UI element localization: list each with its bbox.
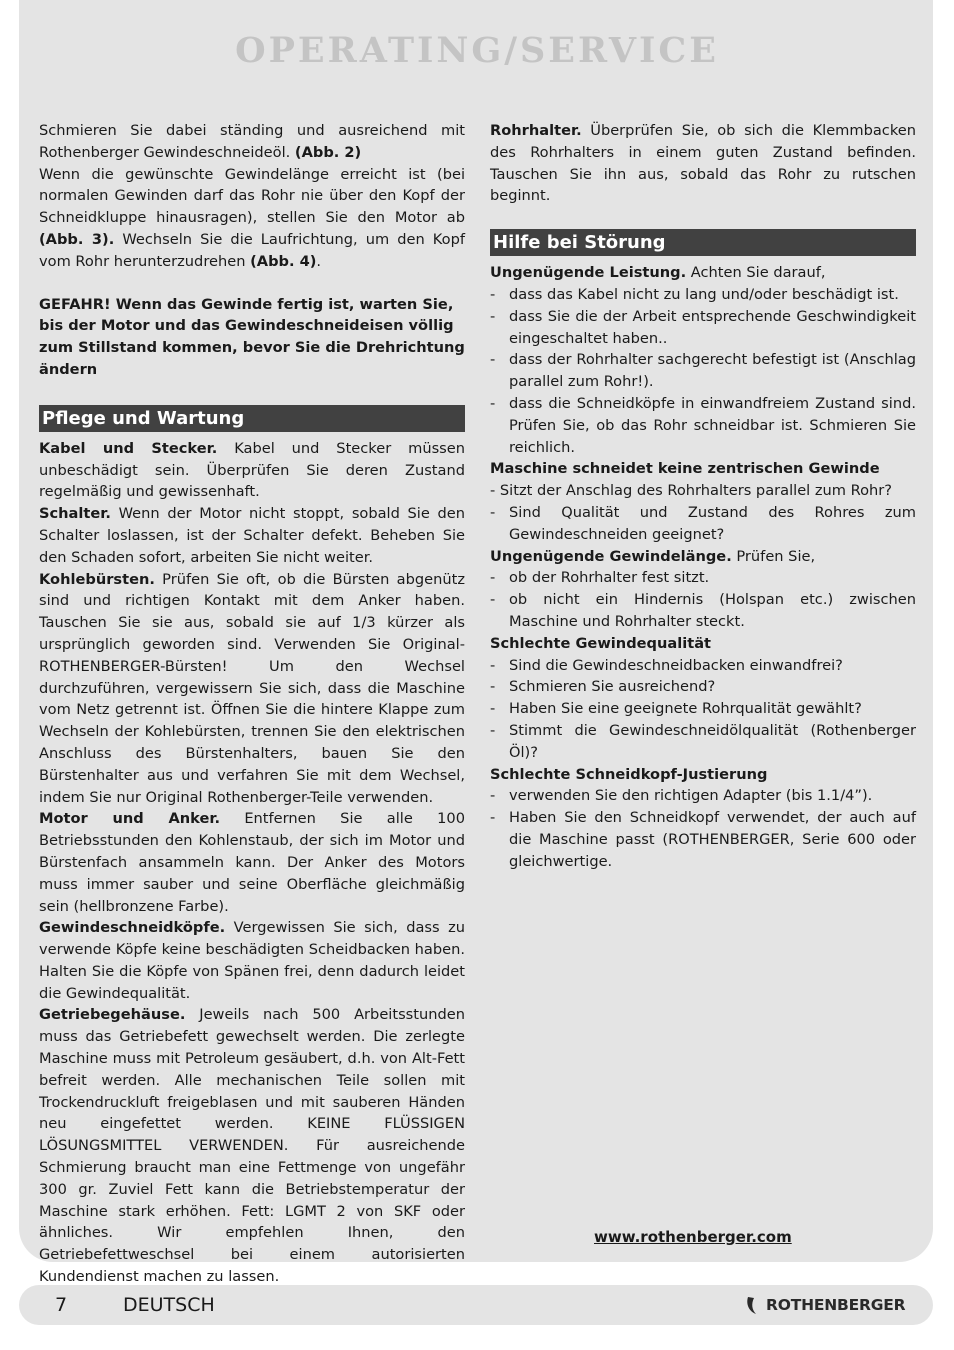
paragraph-label: Ungenügende Leistung. [490,264,687,282]
danger-warning: GEFAHR! Wenn das Gewinde fertig ist, warten Sie, bis der Motor und das Gewindeschneideisen völlig zum Stillstand kommen, bevor Sie die Drehrichtung ändern [39,295,465,378]
list-item: - Haben Sie eine geeignete Rohrqualität gewählt? [490,698,916,720]
paragraph-label: Motor und Anker. [39,810,221,828]
list-item: - dass der Rohrhalter sachgerecht befestigt ist (Anschlag parallel zum Rohr!). [490,349,916,393]
paragraph-label: Gewindeschneidköpfe. [39,919,226,937]
zentrisch-line: - Sitzt der Anschlag des Rohrhalters parallel zum Rohr? [490,482,893,500]
rothenberger-logo [745,1293,905,1317]
intro-text-4: . [316,252,322,270]
paragraph-motor [39,808,465,917]
list-item: - Schmieren Sie ausreichend? [490,676,916,698]
paragraph-rohrhalter [490,120,916,207]
paragraph-text: Prüfen Sie, [731,547,816,565]
laenge-intro [490,546,916,568]
paragraph-text: Achten Sie darauf, [686,264,826,282]
paragraph-schalter [39,503,465,568]
laenge-list [490,567,916,632]
list-item: - Haben Sie den Schneidkopf verwendet, der auch auf die Maschine passt (ROTHENBERGER, Serie 600 oder gleichwertige. [490,807,916,872]
zentrisch-heading: Maschine schneidet keine zentrischen Gewinde [490,460,880,478]
paragraph-text: Entfernen Sie alle 100 Betriebsstunden den Kohlenstaub, der sich im Motor und Bürstenfach ansammeln kann. Der Anker des Motors muss immer sauber und seine Oberfläche gleichmäßig sein (hellbronzene Farbe). [39,810,465,915]
paragraph-text: Vergewissen Sie sich, dass zu verwende Köpfe keine beschädigten Scheidbacken haben. Halten Sie die Köpfe von Spänen frei, denn dadurch leidet die Gewindequalität. [39,919,465,1002]
list-item: - Sind Qualität und Zustand des Rohres zum Gewindeschneiden geeignet? [490,502,916,546]
qualitaet-heading: Schlechte Gewindequalität [490,634,712,652]
paragraph-label: Kohlebürsten. [39,570,155,588]
list-item: - verwenden Sie den richtigen Adapter (bis 1.1/4”). [490,785,916,807]
logo-text: ROTHENBERGER [766,1296,906,1314]
intro-text-2: Wenn die gewünschte Gewindelänge erreicht ist (bei normalen Gewinden darf das Rohr nie über den Kopf der Schneidkluppe hinausragen), stellen Sie den Motor ab [39,165,465,227]
paragraph-kohlebuersten [39,569,465,809]
list-item: - Sind die Gewindeschneidbacken einwandfrei? [490,655,916,677]
page-number: 7 [55,1294,68,1316]
intro-text-3: Wechseln Sie die Laufrichtung, um den Kopf vom Rohr herunterzudrehen [39,230,465,270]
language-label: DEUTSCH [123,1294,215,1316]
section-heading-stoerung: Hilfe bei Störung [490,229,916,256]
intro-ref-abb2: (Abb. 2) [294,143,362,161]
paragraph-label: Kabel und Stecker. [39,439,218,457]
paragraph-label: Rohrhalter. [490,122,582,139]
list-item: - ob nicht ein Hindernis (Holspan etc.) zwischen Maschine und Rohrhalter steckt. [490,589,916,633]
paragraph-text: Prüfen Sie oft, ob die Bürsten abgenütz sind und richtigen Kontakt mit dem Anker haben. Tauschen Sie sie aus, sobald sie auf 1/3 kürzer als ursprünglich geworden sind. Verwenden Sie Original- ROTHENBERGER-Bürsten! Um den Wechsel durchzuführen, vergewissern Sie sich, dass die Maschine vom Netz getrennt ist. Öffnen Sie die hintere Klappe zum Wechseln der Kohlebürsten, trennen Sie den elektrischen Anschluss des Bürstenhalters, bauen Sie den Bürstenhalter aus und verfahren Sie mit dem Wechsel, indem Sie nur Original Rothenberger-Teile verwenden. [39,570,465,806]
intro-ref-abb4: (Abb. 4) [250,252,317,270]
paragraph-label: Schalter. [39,505,111,523]
paragraph-label: Ungenügende Gewindelänge. [490,547,732,565]
intro-ref-abb3: (Abb. 3). [39,230,115,248]
page-title: OPERATING/SERVICE [235,30,719,71]
website-link[interactable]: www.rothenberger.com [594,1228,792,1246]
justierung-heading: Schlechte Schneidkopf-Justierung [490,765,768,783]
justierung-list [490,785,916,872]
list-item: - dass die Schneidköpfe in einwandfreiem Zustand sind. Prüfen Sie, ob das Rohr schneidbar ist. Schmieren Sie reichlich. [490,393,916,458]
list-item: - dass das Kabel nicht zu lang und/oder beschädigt ist. [490,284,916,306]
list-item: - Stimmt die Gewindeschneidölqualität (Rothenberger Öl)? [490,720,916,764]
list-item: - ob der Rohrhalter fest sitzt. [490,567,916,589]
paragraph-text: Wenn der Motor nicht stoppt, sobald Sie den Schalter loslassen, ist der Schalter defekt. Beheben Sie den Schaden sofort, arbeiten Sie nicht weiter. [39,505,465,566]
paragraph-text: Kabel und Stecker müssen unbeschädigt sein. Überprüfen Sie deren Zustand regelmäßig und gewissenhaft. [39,439,466,501]
leistung-list [490,284,916,458]
section-heading-pflege: Pflege und Wartung [39,405,465,432]
left-column [39,120,465,1288]
zentrisch-list [490,502,916,546]
intro-paragraph [39,120,465,273]
paragraph-getriebegehaeuse [39,1004,465,1287]
qualitaet-list [490,655,916,764]
list-item: - dass Sie die der Arbeit entsprechende Geschwindigkeit eingeschaltet haben.. [490,306,916,350]
paragraph-label: Getriebegehäuse. [39,1006,186,1024]
leistung-intro [490,262,916,284]
intro-text-1: Schmieren Sie dabei ständing und ausreichend mit Rothenberger Gewindeschneideöl. [39,122,465,161]
paragraph-kabel [39,438,465,503]
paragraph-text: Jeweils nach 500 Arbeitsstunden muss das Getriebefett gewechselt werden. Die zerlegte Maschine muss mit Petroleum gesäubert, d.h. von Alt-Fett befreit werden. Alle mechanischen Teile sollen mit Trockendruckluft freigeblasen und mit sauberen Händen neu eingefettet werden. KEINE FLÜSSIGEN LÖSUNGSMITTEL VERWENDEN. Für ausreichende Schmierung braucht man eine Fettmenge von ungefähr 300 gr. Zuviel Fett kann die Betriebstemperatur der Maschine stark erhöhen. Fett: LGMT 2 von SKF oder ähnliches. Wir empfehlen Ihnen, den Getriebefettweschsel bei einem autorisierten Kundendienst machen zu lassen. [39,1006,465,1286]
rothenberger-swoosh-icon [745,1294,765,1316]
paragraph-text: Überprüfen Sie, ob sich die Klemmbacken des Rohrhalters in einem guten Zustand befinden. Tauschen Sie ihn aus, sobald das Rohr zu rutschen beginnt. [490,122,916,205]
paragraph-gewindeschneidkoepfe [39,917,465,1004]
right-column [490,120,916,873]
